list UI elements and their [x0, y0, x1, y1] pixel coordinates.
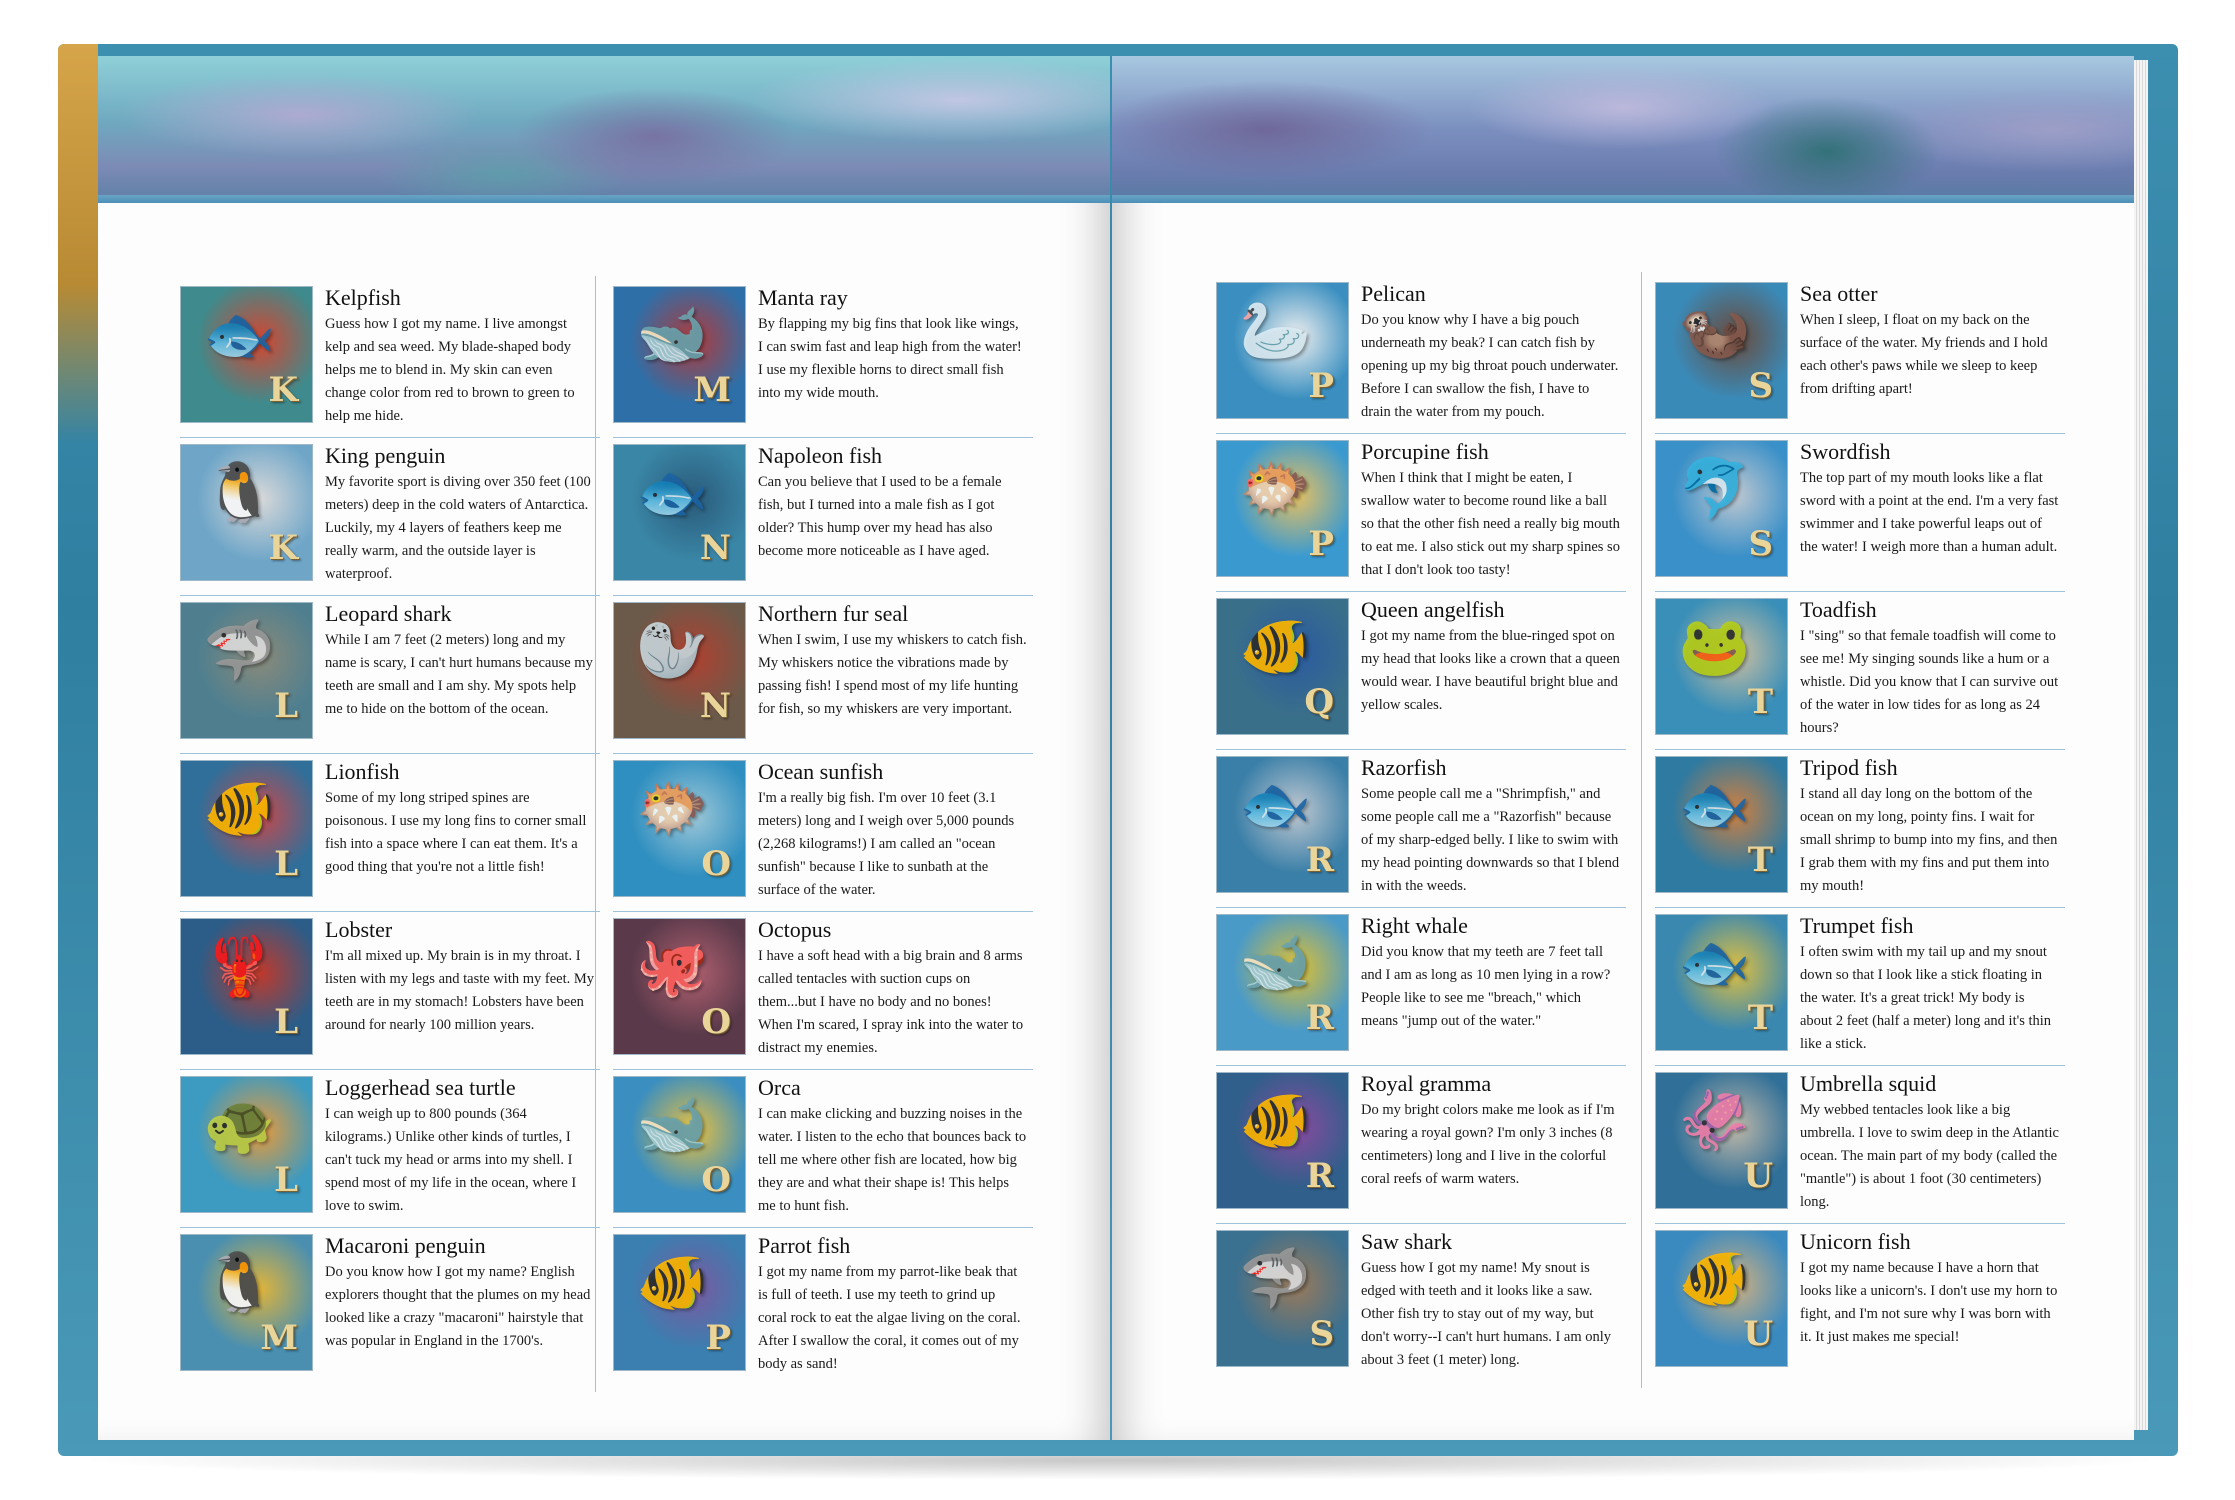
animal-description: I'm all mixed up. My brain is in my throat. I listen with my legs and taste with my feet. My teeth are in my stomach! Lobsters have been around for nearly 100 million years. [325, 948, 595, 1033]
animal-icon: 🦈 [1239, 1244, 1312, 1312]
animal-name: Pelican [1361, 281, 1426, 306]
entry-text [758, 602, 1027, 721]
animal-icon: 🐡 [1239, 454, 1312, 522]
animal-illustration [613, 286, 746, 423]
animal-name: Toadfish [1800, 597, 1877, 622]
entry-text [1361, 282, 1620, 424]
entry-divider [1216, 1223, 1626, 1224]
right-page-header-illustration [1112, 56, 2134, 203]
animal-name: Napoleon fish [758, 443, 883, 468]
animal-name: Loggerhead sea turtle [325, 1075, 516, 1100]
entry-text [758, 286, 1027, 405]
alphabet-letter: M [260, 1318, 298, 1358]
animal-name: Northern fur seal [758, 601, 909, 626]
entry-divider [180, 753, 600, 754]
animal-name: Manta ray [758, 285, 848, 310]
animal-illustration [1216, 282, 1349, 419]
entry-divider [1216, 907, 1626, 908]
animal-icon: 🐋 [1239, 928, 1312, 996]
entry-divider [180, 1069, 600, 1070]
animal-name: Saw shark [1361, 1229, 1453, 1254]
animal-illustration [613, 760, 746, 897]
entry-divider [1216, 749, 1626, 750]
alphabet-letter: K [268, 528, 298, 568]
animal-icon: 🦦 [1678, 296, 1751, 364]
alphabet-letter: S [1309, 1314, 1334, 1354]
alphabet-letter: P [1308, 366, 1334, 406]
entry-text [325, 444, 594, 586]
animal-description: I stand all day long on the bottom of the ocean on my long, pointy fins. I wait for small shrimp to bump into my fins, and then I grab them with my fins and put them into my mouth! [1800, 786, 2058, 894]
animal-name: Umbrella squid [1800, 1071, 1937, 1096]
animal-description: Do you know how I got my name? English explorers thought that the plumes on my head looked like a crazy "macaroni" hairstyle that was popular in England in the 1700's. [325, 1264, 591, 1349]
alphabet-letter: O [701, 1160, 731, 1200]
animal-entry [1655, 440, 2065, 592]
animal-name: Leopard shark [325, 601, 452, 626]
animal-entry [613, 286, 1033, 438]
entry-divider [1655, 749, 2065, 750]
animal-description: When I sleep, I float on my back on the surface of the water. My friends and I hold each other's paws while we sleep to keep from drifting apart! [1800, 312, 2048, 397]
animal-entry [613, 1234, 1033, 1386]
animal-icon: 🐠 [1239, 1086, 1312, 1154]
cover-gold-edge [58, 44, 98, 444]
alphabet-letter: O [701, 844, 731, 884]
alphabet-letter: L [274, 1002, 298, 1042]
animal-name: Orca [758, 1075, 801, 1100]
animal-icon: 🦭 [636, 616, 709, 684]
entry-text [1800, 1230, 2059, 1349]
animal-name: King penguin [325, 443, 446, 468]
animal-entry [180, 602, 600, 754]
entry-divider [180, 437, 600, 438]
entry-text [1800, 1072, 2059, 1214]
column-divider [1641, 272, 1642, 1388]
entry-text [325, 918, 594, 1037]
animal-entry [613, 602, 1033, 754]
entry-text [325, 1076, 594, 1218]
animal-illustration [613, 444, 746, 581]
animal-icon: 🐋 [636, 1090, 709, 1158]
animal-illustration [1655, 598, 1788, 735]
alphabet-letter: K [268, 370, 298, 410]
animal-entry [1655, 756, 2065, 908]
entry-text [758, 444, 1027, 563]
animal-entry [1655, 1230, 2065, 1382]
animal-illustration [1216, 914, 1349, 1051]
animal-entry [180, 918, 600, 1070]
animal-illustration [1655, 440, 1788, 577]
animal-description: My favorite sport is diving over 350 feet (100 meters) deep in the cold waters of Antarctica. Luckily, my 4 layers of feathers keep me really warm, and the outside layer is waterproof. [325, 474, 591, 582]
entry-text [325, 602, 594, 721]
animal-description: Guess how I got my name. I live amongst kelp and sea weed. My blade-shaped body helps me to blend in. My skin can even change color from red to brown to green to help me hide. [325, 316, 575, 424]
entry-divider [1216, 1065, 1626, 1066]
animal-description: Did you know that my teeth are 7 feet tall and I am as long as 10 men lying in a row? People like to see me "breach," which means "jump out of the water." [1361, 944, 1611, 1029]
left-page-header-illustration [98, 56, 1110, 203]
animal-description: I'm a really big fish. I'm over 10 feet (3.1 meters) long and I weigh over 5,000 pounds (2,268 kilograms!) I am called an "ocean sunfish" because I like to sunbath at the surface of the water. [758, 790, 1015, 898]
animal-name: Royal gramma [1361, 1071, 1492, 1096]
animal-entry [613, 444, 1033, 596]
alphabet-letter: R [1305, 998, 1334, 1038]
animal-illustration [613, 1076, 746, 1213]
animal-icon: 🐬 [1678, 454, 1751, 522]
left-page [98, 56, 1110, 1440]
entry-text [758, 1076, 1027, 1218]
animal-entry [613, 760, 1033, 912]
animal-name: Trumpet fish [1800, 913, 1914, 938]
animal-entry [1655, 598, 2065, 750]
entry-divider [1655, 907, 2065, 908]
animal-icon: 🐙 [636, 932, 709, 1000]
animal-name: Lobster [325, 917, 393, 942]
alphabet-letter: S [1748, 524, 1773, 564]
animal-illustration [180, 918, 313, 1055]
alphabet-letter: P [705, 1318, 731, 1358]
entry-text [1800, 914, 2059, 1056]
entry-text [1800, 756, 2059, 898]
alphabet-letter: N [699, 686, 731, 726]
animal-illustration [1655, 1072, 1788, 1209]
animal-icon: 🦢 [1239, 296, 1312, 364]
animal-description: I can weigh up to 800 pounds (364 kilograms.) Unlike other kinds of turtles, I can't tuck my head or arms into my shell. I spend most of my life in the ocean, where I love to swim. [325, 1106, 577, 1214]
animal-entry [1655, 282, 2065, 434]
entry-text [1361, 1072, 1620, 1191]
animal-description: I often swim with my tail up and my snout down so that I look like a stick floating in the water. It's a great trick! My body is about 2 feet (half a meter) long and it's thin like a stick. [1800, 944, 2052, 1052]
animal-entry [180, 286, 600, 438]
animal-icon: 🐸 [1678, 612, 1751, 680]
animal-name: Macaroni penguin [325, 1233, 486, 1258]
alphabet-letter: Q [1304, 682, 1334, 722]
animal-illustration [1216, 1230, 1349, 1367]
animal-icon: 🐧 [203, 458, 276, 526]
animal-name: Right whale [1361, 913, 1468, 938]
animal-name: Unicorn fish [1800, 1229, 1911, 1254]
animal-name: Queen angelfish [1361, 597, 1505, 622]
animal-illustration [1655, 1230, 1788, 1367]
animal-description: When I think that I might be eaten, I swallow water to become round like a ball so that the other fish need a really big mouth to eat me. I also stick out my sharp spines so that I don't look too tasty! [1361, 470, 1620, 578]
animal-icon: 🐟 [636, 458, 709, 526]
animal-entry [1216, 1072, 1626, 1224]
animal-illustration [1655, 914, 1788, 1051]
entry-divider [613, 437, 1033, 438]
animal-description: Do you know why I have a big pouch underneath my beak? I can catch fish by opening up my big throat pouch underwater. Before I can swallow the fish, I have to drain the water from my pouch. [1361, 312, 1619, 420]
animal-entry [1655, 914, 2065, 1066]
animal-entry [1216, 598, 1626, 750]
alphabet-letter: M [693, 370, 731, 410]
animal-description: Can you believe that I used to be a female fish, but I turned into a male fish as I got older? This hump over my head has also become more noticeable as I have aged. [758, 474, 1002, 559]
animal-name: Kelpfish [325, 285, 401, 310]
column-divider [595, 276, 596, 1392]
entry-divider [180, 911, 600, 912]
animal-illustration [180, 760, 313, 897]
animal-icon: 🦑 [1678, 1086, 1751, 1154]
animal-description: Some people call me a "Shrimpfish," and some people call me a "Razorfish" because of my sharp-edged belly. I like to swim with my head pointing downwards so that I blend in with the weeds. [1361, 786, 1620, 894]
entry-divider [1655, 1223, 2065, 1224]
animal-description: My webbed tentacles look like a big umbrella. I love to swim deep in the Atlantic ocean. The main part of my body (called the "mantle") is about 1 foot (30 centimeters) long. [1800, 1102, 2059, 1210]
animal-icon: 🐠 [1239, 612, 1312, 680]
animal-name: Octopus [758, 917, 832, 942]
animal-icon: 🐡 [636, 774, 709, 842]
entry-text [1361, 440, 1620, 582]
animal-illustration [613, 602, 746, 739]
entry-text [1361, 914, 1620, 1033]
entry-text [325, 1234, 594, 1353]
entry-divider [613, 753, 1033, 754]
animal-illustration [180, 1234, 313, 1371]
entry-divider [1655, 1065, 2065, 1066]
animal-name: Porcupine fish [1361, 439, 1489, 464]
animal-illustration [1655, 282, 1788, 419]
animal-entry [1216, 914, 1626, 1066]
entry-text [1800, 598, 2059, 740]
entry-divider [1216, 433, 1626, 434]
alphabet-letter: T [1747, 840, 1773, 880]
alphabet-letter: T [1747, 682, 1773, 722]
entry-text [758, 918, 1027, 1060]
alphabet-letter: T [1747, 998, 1773, 1038]
entry-divider [180, 595, 600, 596]
animal-icon: 🦈 [203, 616, 276, 684]
alphabet-letter: U [1743, 1156, 1773, 1196]
animal-entry [180, 1234, 600, 1386]
animal-description: The top part of my mouth looks like a flat sword with a point at the end. I'm a very fast swimmer and I take powerful leaps out of the water! I weigh more than a human adult. [1800, 470, 2059, 555]
animal-description: I got my name because I have a horn that looks like a unicorn's. I don't use my horn to fight, and I'm not sure why I was born with it. It just makes me special! [1800, 1260, 2058, 1345]
alphabet-letter: L [274, 1160, 298, 1200]
animal-entry [180, 760, 600, 912]
animal-entry [613, 918, 1033, 1070]
entry-divider [613, 595, 1033, 596]
animal-entry [180, 1076, 600, 1228]
animal-illustration [180, 1076, 313, 1213]
animal-description: Do my bright colors make me look as if I'm wearing a royal gown? I'm only 3 inches (8 centimeters) long and I live in the colorful coral reefs of warm waters. [1361, 1102, 1615, 1187]
animal-name: Sea otter [1800, 281, 1878, 306]
alphabet-letter: S [1748, 366, 1773, 406]
animal-illustration [180, 444, 313, 581]
animal-description: I have a soft head with a big brain and 8 arms called tentacles with suction cups on them...but I have no body and no bones! When I'm scared, I spray ink into the water to distract my enemies. [758, 948, 1024, 1056]
alphabet-letter: R [1305, 840, 1334, 880]
animal-icon: 🦞 [203, 932, 276, 1000]
animal-name: Tripod fish [1800, 755, 1898, 780]
animal-entry [1655, 1072, 2065, 1224]
animal-entry [1216, 282, 1626, 434]
animal-icon: 🐠 [636, 1248, 709, 1316]
animal-icon: 🐟 [1678, 928, 1751, 996]
alphabet-letter: N [699, 528, 731, 568]
alphabet-letter: U [1743, 1314, 1773, 1354]
animal-illustration [180, 602, 313, 739]
entry-text [1800, 282, 2059, 401]
animal-icon: 🐟 [1239, 770, 1312, 838]
entry-text [325, 286, 594, 428]
alphabet-letter: L [274, 844, 298, 884]
animal-illustration [1655, 756, 1788, 893]
animal-icon: 🐢 [203, 1090, 276, 1158]
entry-divider [613, 1069, 1033, 1070]
entry-text [1361, 756, 1620, 898]
entry-text [1361, 598, 1620, 717]
animal-icon: 🐠 [1678, 1244, 1751, 1312]
entry-text [1800, 440, 2059, 559]
animal-entry [1216, 756, 1626, 908]
animal-description: Some of my long striped spines are poisonous. I use my long fins to corner small fish into a space where I can eat them. It's a good thing that you're not a little fish! [325, 790, 587, 875]
animal-illustration [613, 1234, 746, 1371]
entry-divider [1216, 591, 1626, 592]
entry-text [325, 760, 594, 879]
animal-name: Swordfish [1800, 439, 1891, 464]
alphabet-letter: R [1305, 1156, 1334, 1196]
animal-icon: 🐋 [636, 300, 709, 368]
animal-description: I "sing" so that female toadfish will come to see me! My singing sounds like a hum or a whistle. Did you know that I can survive out of the water in low tides for as long as 24 hours? [1800, 628, 2059, 736]
animal-description: When I swim, I use my whiskers to catch fish. My whiskers notice the vibrations made by passing fish! I spend most of my life hunting for fish, so my whiskers are very important. [758, 632, 1027, 717]
animal-icon: 🐟 [203, 300, 276, 368]
entry-divider [1655, 591, 2065, 592]
animal-icon: 🐟 [1678, 770, 1751, 838]
entry-divider [613, 911, 1033, 912]
alphabet-letter: L [274, 686, 298, 726]
animal-name: Ocean sunfish [758, 759, 884, 784]
animal-name: Parrot fish [758, 1233, 851, 1258]
page-edges [2134, 60, 2148, 1430]
entry-divider [1655, 433, 2065, 434]
animal-entry [613, 1076, 1033, 1228]
entry-text [1361, 1230, 1620, 1372]
animal-entry [1216, 1230, 1626, 1382]
animal-description: I got my name from my parrot-like beak that is full of teeth. I use my teeth to grind up coral rock to eat the algae living on the coral. After I swallow the coral, it comes out of my body as sand! [758, 1264, 1021, 1372]
animal-icon: 🐧 [203, 1248, 276, 1316]
animal-name: Razorfish [1361, 755, 1447, 780]
animal-entry [1216, 440, 1626, 592]
animal-illustration [613, 918, 746, 1055]
right-page [1112, 56, 2134, 1440]
animal-icon: 🐠 [203, 774, 276, 842]
animal-description: By flapping my big fins that look like wings, I can swim fast and leap high from the water! I use my flexible horns to direct small fish into my wide mouth. [758, 316, 1022, 401]
animal-illustration [1216, 1072, 1349, 1209]
animal-entry [180, 444, 600, 596]
animal-description: While I am 7 feet (2 meters) long and my name is scary, I can't hurt humans because my teeth are small and I am shy. My spots help me to hide on the bottom of the ocean. [325, 632, 593, 717]
animal-illustration [1216, 440, 1349, 577]
alphabet-letter: O [701, 1002, 731, 1042]
animal-illustration [180, 286, 313, 423]
animal-illustration [1216, 598, 1349, 735]
animal-description: Guess how I got my name! My snout is edged with teeth and it looks like a saw. Other fish try to stay out of my way, but don't worry--I can't hurt humans. I am only about 3 feet (1 meter) long. [1361, 1260, 1612, 1368]
entry-text [758, 760, 1027, 902]
animal-description: I can make clicking and buzzing noises in the water. I listen to the echo that bounces back to tell me where other fish are located, how big they are and what their shape is! This helps me to hunt fish. [758, 1106, 1027, 1214]
alphabet-letter: P [1308, 524, 1334, 564]
animal-illustration [1216, 756, 1349, 893]
animal-name: Lionfish [325, 759, 400, 784]
entry-divider [180, 1227, 600, 1228]
entry-text [758, 1234, 1027, 1376]
entry-divider [613, 1227, 1033, 1228]
animal-description: I got my name from the blue-ringed spot on my head that looks like a crown that a queen would wear. I have beautiful bright blue and yellow scales. [1361, 628, 1620, 713]
